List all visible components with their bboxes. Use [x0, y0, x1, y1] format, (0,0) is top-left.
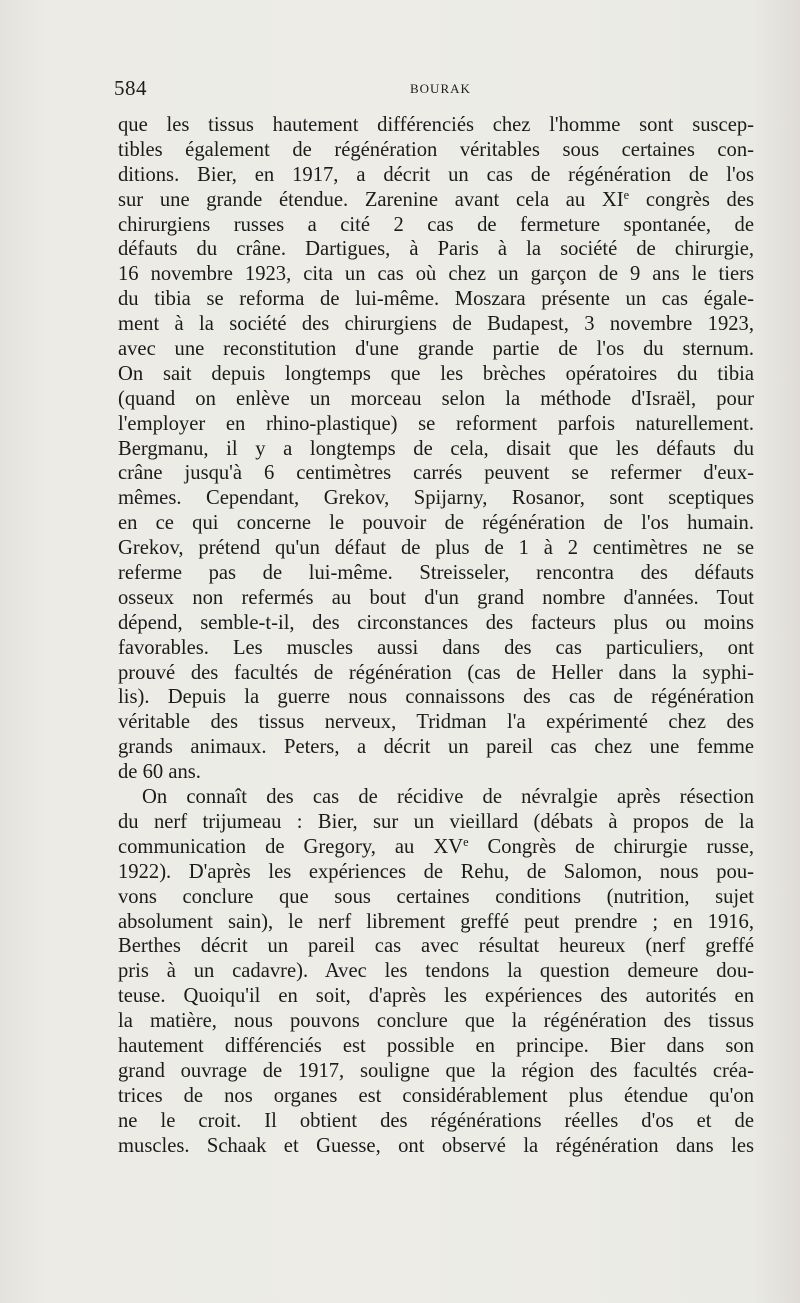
- text-segment: On connaît des cas de récidive de névralgie après résection: [142, 786, 754, 809]
- text-line: [118, 1034, 754, 1059]
- text-segment: dépend, semble-t-il, des circonstances des facteurs plus ou moins: [118, 611, 754, 634]
- text-segment: hautement différenciés est possible en principe. Bier dans son: [118, 1034, 754, 1057]
- text-line: [118, 710, 754, 735]
- text-segment: du nerf trijumeau : Bier, sur un vieillard (débats à propos de la: [118, 810, 754, 833]
- text-line: [118, 287, 754, 312]
- ordinal-superscript: e: [463, 835, 469, 850]
- text-segment: que les tissus hautement différenciés chez l'homme sont suscep-: [118, 114, 754, 136]
- text-segment: ne le croit. Il obtient des régénérations réelles d'os et de: [118, 1109, 754, 1132]
- text-line: [118, 636, 754, 661]
- text-segment: communication de Gregory, au XV: [118, 835, 464, 858]
- text-line: [118, 387, 754, 412]
- text-line: [118, 735, 754, 760]
- text-segment: la matière, nous pouvons conclure que la régénération des tissus: [118, 1010, 754, 1033]
- text-segment: lis). Depuis la guerre nous connaissons des cas de régénération: [118, 686, 754, 709]
- text-line: [118, 486, 754, 511]
- text-line: [118, 586, 754, 611]
- page-header: [114, 76, 754, 102]
- text-line: [118, 860, 754, 885]
- text-segment: avec une reconstitution d'une grande partie de l'os du sternum.: [118, 338, 754, 361]
- text-segment: chirurgiens russes a cité 2 cas de fermeture spontanée, de: [118, 213, 754, 236]
- text-line: [118, 138, 754, 163]
- text-segment: On sait depuis longtemps que les brèches opératoires du tibia: [118, 362, 754, 385]
- text-line: [118, 785, 754, 810]
- text-segment: favorables. Les muscles aussi dans des cas particuliers, ont: [118, 636, 754, 659]
- text-line: [118, 163, 754, 188]
- text-line: [118, 685, 754, 710]
- text-line: [118, 188, 754, 213]
- text-segment: pris à un cadavre). Avec les tendons la question demeure dou-: [118, 960, 754, 983]
- text-line: [118, 885, 754, 910]
- text-segment: referme pas de lui-même. Streisseler, rencontra des défauts: [118, 562, 754, 585]
- text-line: [118, 312, 754, 337]
- ordinal-superscript: e: [623, 187, 630, 202]
- text-line: [118, 835, 754, 860]
- text-line: [118, 1009, 754, 1034]
- text-segment: Berthes décrit un pareil cas avec résultat heureux (nerf greffé: [118, 935, 754, 958]
- text-line: [118, 1059, 754, 1084]
- text-segment: véritable des tissus nerveux, Tridman l'a expérimenté chez des: [118, 711, 754, 734]
- text-line: [118, 661, 754, 686]
- text-line: [118, 262, 754, 287]
- text-segment: ditions. Bier, en 1917, a décrit un cas de régénération de l'os: [118, 163, 754, 186]
- text-line: [118, 437, 754, 462]
- text-line: [118, 1134, 754, 1159]
- text-line: [118, 412, 754, 437]
- text-line: [118, 237, 754, 262]
- text-segment: congrès des: [629, 188, 754, 211]
- text-segment: Grekov, prétend qu'un défaut de plus de 1 à 2 centimètres ne se: [118, 537, 754, 560]
- text-segment: de 60 ans.: [118, 761, 201, 784]
- text-segment: en ce qui concerne le pouvoir de régénération de l'os humain.: [118, 512, 754, 535]
- text-line: [118, 910, 754, 935]
- text-line: [118, 561, 754, 586]
- text-segment: prouvé des facultés de régénération (cas de Heller dans la syphi-: [118, 661, 754, 684]
- text-segment: absolument sain), le nerf librement greffé peut prendre ; en 1916,: [118, 910, 754, 933]
- text-segment: muscles. Schaak et Guesse, ont observé la régénération dans les: [118, 1134, 754, 1157]
- text-segment: du tibia se reforma de lui-même. Moszara présente un cas égale-: [118, 288, 754, 311]
- text-line: [118, 760, 754, 785]
- text-line: [118, 984, 754, 1009]
- text-segment: grands animaux. Peters, a décrit un pareil cas chez une femme: [118, 736, 754, 759]
- text-segment: défauts du crâne. Dartigues, à Paris à la société de chirurgie,: [118, 238, 754, 261]
- text-line: [118, 1109, 754, 1134]
- text-segment: crâne jusqu'à 6 centimètres carrés peuvent se refermer d'eux-: [118, 462, 754, 485]
- text-segment: sur une grande étendue. Zarenine avant cela au XI: [118, 188, 624, 211]
- text-line: [118, 1084, 754, 1109]
- text-line: [118, 213, 754, 238]
- page-number: 584: [114, 76, 147, 100]
- text-line: [118, 113, 754, 138]
- text-segment: l'employer en rhino-plastique) se reforment parfois naturellement.: [118, 412, 754, 435]
- text-line: [118, 362, 754, 387]
- text-segment: ment à la société des chirurgiens de Budapest, 3 novembre 1923,: [118, 313, 754, 336]
- text-line: [118, 511, 754, 536]
- text-line: [118, 611, 754, 636]
- text-segment: Congrès de chirurgie russe,: [468, 835, 754, 858]
- text-segment: tibles également de régénération véritables sous certaines con-: [118, 138, 754, 161]
- text-line: [118, 810, 754, 835]
- text-line: [118, 959, 754, 984]
- text-line: [118, 461, 754, 486]
- text-segment: vons conclure que sous certaines conditions (nutrition, sujet: [118, 885, 754, 908]
- text-line: [118, 337, 754, 362]
- text-segment: osseux non refermés au bout d'un grand nombre d'années. Tout: [118, 586, 754, 609]
- text-segment: 1922). D'après les expériences de Rehu, de Salomon, nous pou-: [118, 860, 754, 883]
- text-segment: Bergmanu, il y a longtemps de cela, disait que les défauts du: [118, 437, 754, 460]
- body-text: [118, 113, 754, 1158]
- text-segment: mêmes. Cependant, Grekov, Spijarny, Rosanor, sont sceptiques: [118, 487, 754, 510]
- text-segment: (quand on enlève un morceau selon la méthode d'Israël, pour: [118, 387, 754, 410]
- running-head: BOURAK: [410, 81, 471, 96]
- text-segment: teuse. Quoiqu'il en soit, d'après les expériences des autorités en: [118, 985, 754, 1008]
- text-line: [118, 934, 754, 959]
- text-segment: grand ouvrage de 1917, souligne que la région des facultés créa-: [118, 1059, 754, 1082]
- text-segment: trices de nos organes est considérablement plus étendue qu'on: [118, 1084, 754, 1107]
- text-segment: 16 novembre 1923, cita un cas où chez un garçon de 9 ans le tiers: [118, 263, 754, 286]
- text-line: [118, 536, 754, 561]
